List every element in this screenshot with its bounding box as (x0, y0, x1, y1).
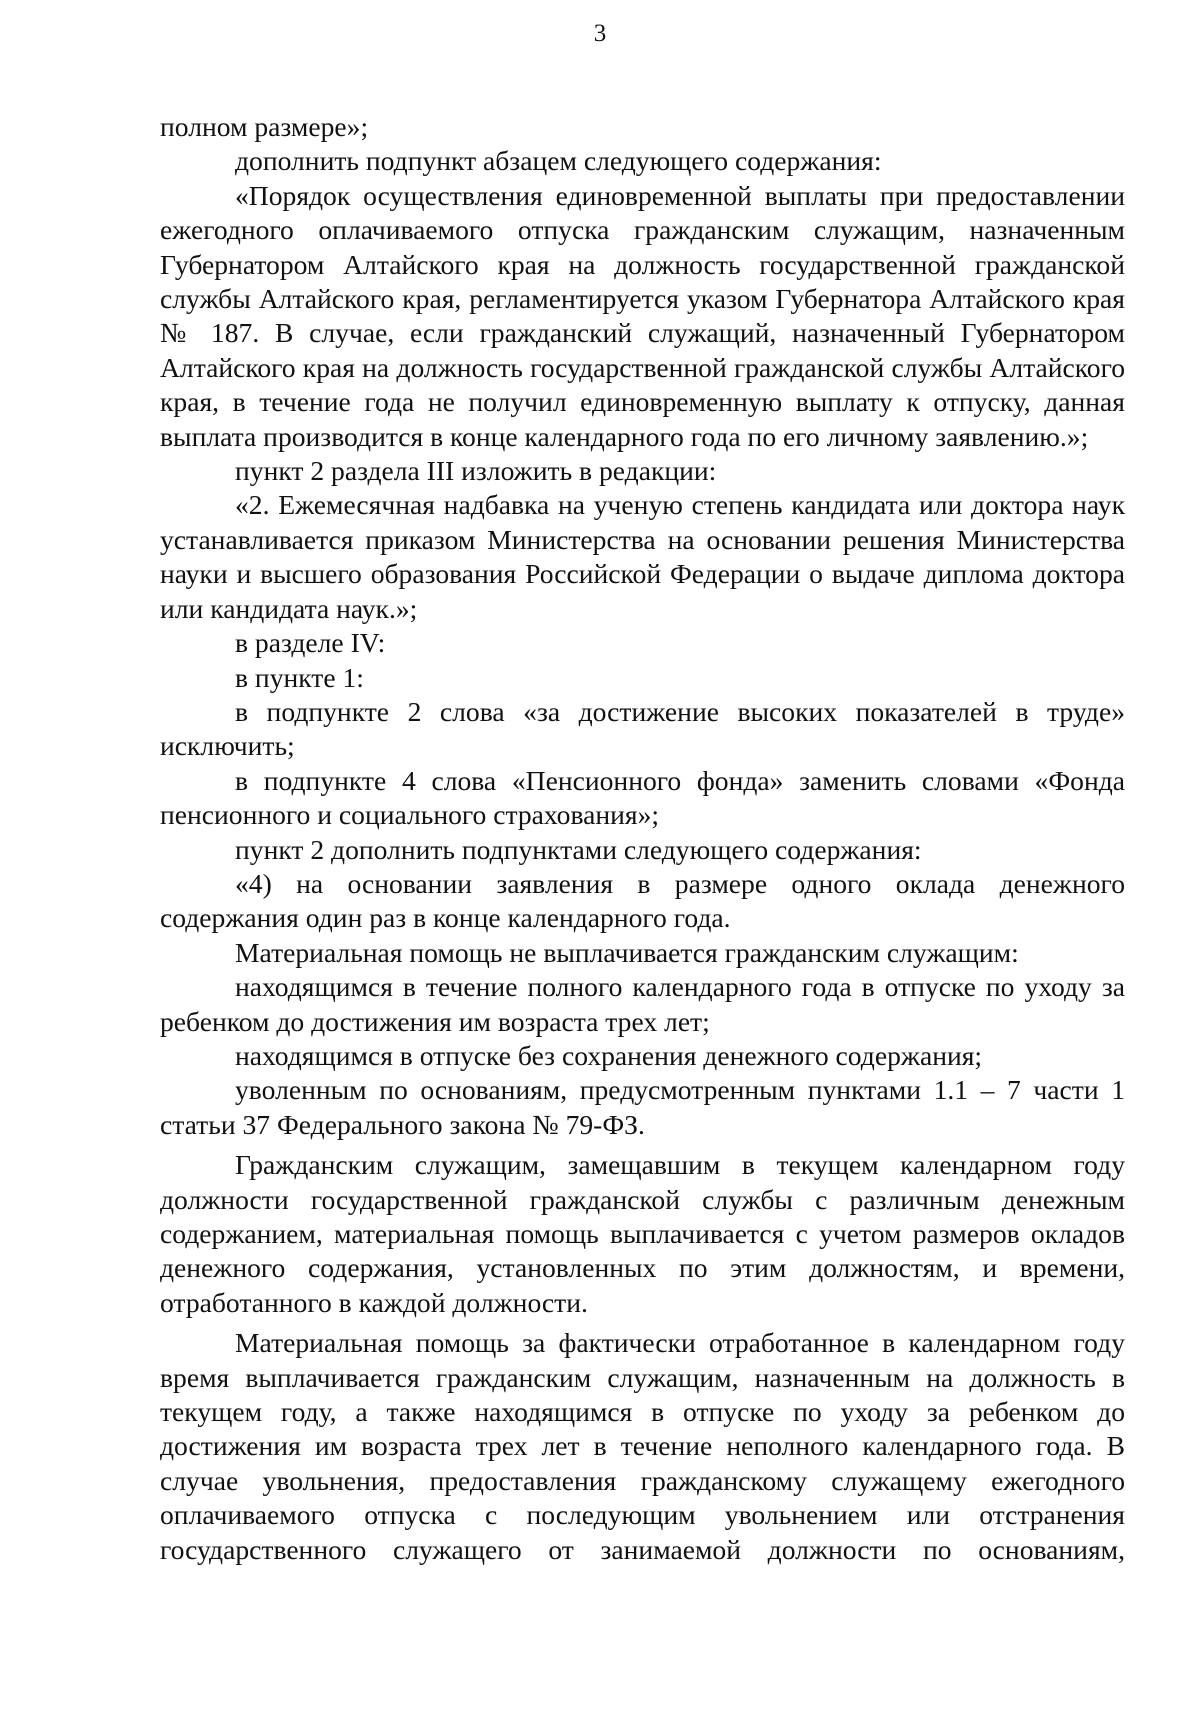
document-body (160, 110, 1125, 1567)
paragraph: полном размере»; (160, 111, 369, 142)
paragraph: пункт 2 раздела III изложить в редакции: (235, 455, 717, 487)
page-number: 3 (593, 20, 607, 47)
paragraph: уволенным по основаниям, предусмотренным пунктами 1.1 – 7 части 1 статьи 37 Федерального закона № 79-ФЗ. (160, 1074, 1125, 1140)
paragraph: «2. Ежемесячная надбавка на ученую степень кандидата или доктора наук устанавливается приказом Министерства на основании решения Министерства науки и высшего образования Российской Федерации о выдаче диплома доктора или кандидата наук.»; (160, 489, 1125, 624)
paragraph: «4) на основании заявления в размере одного оклада денежного содержания один раз в конце календарного года. (160, 867, 1125, 934)
paragraph: в подпункте 4 слова «Пенсионного фонда» заменить словами «Фонда пенсионного и социального страхования»; (160, 764, 1125, 831)
paragraph: Материальная помощь за фактически отработанное в календарном году время выплачивается гражданским служащим, назначенным на должность в текущем году, а также находящимся в отпуске по уходу за ребенком до достижения им возраста трех лет в течение неполного календарного года. В случае увольнения, предоставления гражданскому служащему ежегодного оплачиваемого отпуска с последующим увольнением или отстранения государственного служащего от занимаемой должности по основаниям, (160, 1327, 1125, 1565)
paragraph: в пункте 1: (235, 661, 364, 693)
paragraph: «Порядок осуществления единовременной выплаты при предоставлении ежегодного оплачиваемого отпуска гражданским служащим, назначенным Губернатором Алтайского края на должность государственной гражданской службы Алтайского края, регламентируется указом Губернатора Алтайского края № 187. В случае, если гражданский служащий, назначенный Губернатором Алтайского края на должность государственной гражданской службы Алтайского края, в течение года не получил единовременную выплату к отпуску, данная выплата производится в конце календарного года по его личному заявлению.»; (160, 179, 1125, 452)
paragraph: находящимся в отпуске без сохранения денежного содержания; (235, 1039, 983, 1071)
paragraph: Гражданским служащим, замещавшим в текущем календарном году должности государственной гражданской службы с различным денежным содержанием, материальная помощь выплачивается с учетом размеров окладов денежного содержания, установленных по этим должностям, и времени, отработанного в каждой должности. (160, 1149, 1125, 1318)
paragraph: в подпункте 2 слова «за достижение высоких показателей в труде» исключить; (160, 695, 1125, 762)
paragraph: Материальная помощь не выплачивается гражданским служащим: (235, 936, 1019, 968)
paragraph: дополнить подпункт абзацем следующего содержания: (235, 145, 882, 177)
paragraph: пункт 2 дополнить подпунктами следующего содержания: (235, 833, 922, 865)
paragraph: в разделе IV: (235, 627, 386, 659)
paragraph: находящимся в течение полного календарного года в отпуске по уходу за ребенком до достижения им возраста трех лет; (160, 971, 1125, 1037)
